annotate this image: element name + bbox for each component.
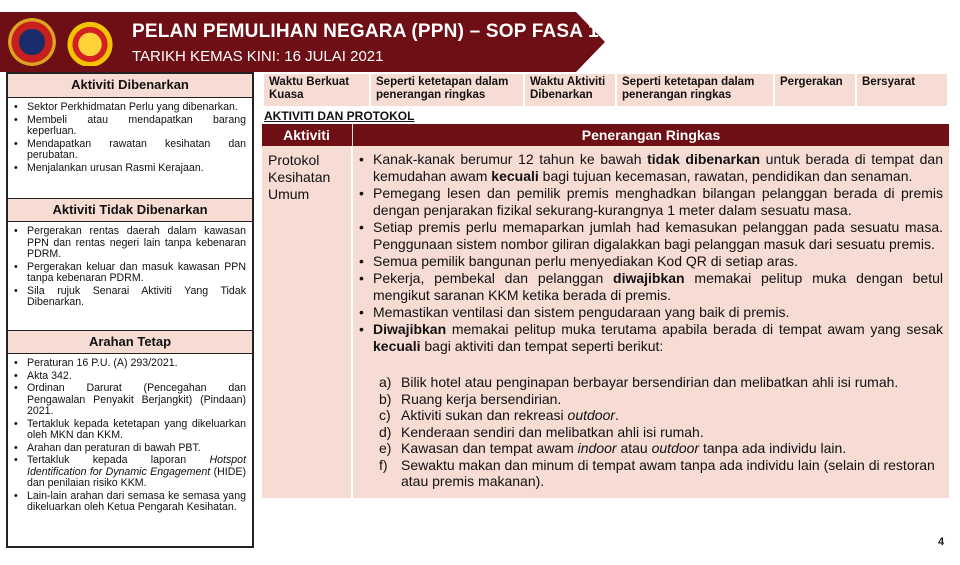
list-item: • Memastikan ventilasi dan sistem pengudaraan yang baik di premis. — [357, 304, 943, 321]
info-effective-value: Seperti ketetapan dalam penerangan ringkas — [371, 74, 525, 106]
list-item: • Membeli atau mendapatkan barang keperluan. — [14, 115, 246, 138]
list-item: • Mendapatkan rawatan kesihatan dan perubatan. — [14, 139, 246, 162]
list-item: • Tertakluk kepada laporan Hotspot Identification for Dynamic Engagement (HIDE) dan penilaian risiko KKM. — [14, 455, 246, 490]
info-effective-label: Waktu Berkuat Kuasa — [264, 74, 371, 106]
exception-list — [379, 374, 943, 490]
allowed-list — [8, 98, 252, 198]
directives-heading: Arahan Tetap — [8, 330, 252, 354]
list-item: • Diwajibkan memakai pelitup muka terutama apabila berada di tempat awam yang sesak kecuali bagi aktiviti dan tempat seperti berikut: — [357, 321, 943, 355]
page-number: 4 — [938, 536, 945, 548]
malaysia-coat-of-arms-logo — [62, 18, 118, 66]
list-item: • Akta 342. — [14, 371, 246, 383]
list-item: d) Kenderaan sendiri dan melibatkan ahli isi rumah. — [379, 423, 704, 440]
left-panel — [6, 72, 254, 548]
list-item: a) Bilik hotel atau penginapan berbayar bersendirian dan melibatkan ahli isi rumah. — [379, 374, 899, 390]
list-item: • Pemegang lesen dan pemilik premis menghadkan bilangan pelanggan berada di premis dengan penjarakan fizikal sekurang-kurangnya 1 meter dalam sesuatu masa. — [357, 185, 943, 219]
list-item: • Peraturan 16 P.U. (A) 293/2021. — [14, 358, 246, 370]
info-row — [264, 74, 947, 106]
list-item: e) Kawasan dan tempat awam indoor atau outdoor tanpa ada individu lain. — [379, 440, 847, 456]
description-cell — [357, 151, 943, 490]
activity-category: Protokol Kesihatan Umum — [268, 152, 331, 202]
list-item: b) Ruang kerja bersendirian. — [379, 390, 562, 407]
agency-crest-logo — [8, 18, 56, 66]
list-item: • Pergerakan rentas daerah dalam kawasan PPN dan rentas negeri lain tanpa kebenaran PDRM. — [14, 226, 246, 261]
list-item: • Menjalankan urusan Rasmi Kerajaan. — [14, 163, 246, 175]
col-description-header: Penerangan Ringkas — [352, 124, 949, 146]
update-date: TARIKH KEMAS KINI: 16 JULAI 2021 — [132, 48, 384, 65]
protocol-table — [262, 124, 949, 498]
list-item: • Arahan dan peraturan di bawah PBT. — [14, 443, 246, 455]
allowed-heading: Aktiviti Dibenarkan — [8, 74, 252, 98]
list-item: • Lain-lain arahan dari semasa ke semasa yang dikeluarkan oleh Ketua Pengarah Kesihatan. — [14, 491, 246, 514]
list-item: • Sektor Perkhidmatan Perlu yang dibenarkan. — [14, 102, 246, 114]
list-item: • Sila rujuk Senarai Aktiviti Yang Tidak Dibenarkan. — [14, 286, 246, 309]
list-item: c) Aktiviti sukan dan rekreasi outdoor. — [379, 407, 619, 423]
list-item: • Setiap premis perlu memaparkan jumlah had kemasukan pelanggan pada sesuatu masa. Penggunaan sistem nombor giliran digalakkan bagi pelanggan masuk dari sesuatu premis. — [357, 219, 943, 253]
list-item: • Kanak-kanak berumur 12 tahun ke bawah tidak dibenarkan untuk berada di tempat dan kemudahan awam kecuali bagi tujuan kecemasan, rawatan, pendidikan dan senaman. — [357, 151, 943, 185]
column-divider — [351, 146, 353, 498]
col-activity-header: Aktiviti — [283, 127, 330, 143]
section-title: AKTIVITI DAN PROTOKOL — [264, 109, 415, 123]
info-activity-time-label: Waktu Aktiviti Dibenarkan — [525, 74, 617, 106]
list-item: f) Sewaktu makan dan minum di tempat awam tanpa ada individu lain (selain di restoran atau premis makanan). — [379, 456, 935, 489]
header-banner — [0, 12, 605, 72]
table-header — [262, 124, 949, 146]
list-item: • Tertakluk kepada ketetapan yang dikeluarkan oleh MKN dan KKM. — [14, 419, 246, 442]
page-title: PELAN PEMULIHAN NEGARA (PPN) – SOP FASA 1 — [132, 21, 599, 42]
info-movement-label: Pergerakan — [775, 74, 857, 106]
directives-list — [8, 354, 252, 519]
not-allowed-heading: Aktiviti Tidak Dibenarkan — [8, 198, 252, 222]
info-activity-time-value: Seperti ketetapan dalam penerangan ringkas — [617, 74, 775, 106]
info-movement-value: Bersyarat — [857, 74, 947, 106]
not-allowed-list — [8, 222, 252, 330]
list-item: • Semua pemilik bangunan perlu menyediakan Kod QR di setiap aras. — [357, 253, 943, 270]
list-item: • Pekerja, pembekal dan pelanggan diwajibkan memakai pelitup muka dengan betul mengikut saranan KKM ketika berada di premis. — [357, 270, 943, 304]
list-item: • Pergerakan keluar dan masuk kawasan PPN tanpa kebenaran PDRM. — [14, 262, 246, 285]
list-item: • Ordinan Darurat (Pencegahan dan Pengawalan Penyakit Berjangkit) (Pindaan) 2021. — [14, 383, 246, 418]
